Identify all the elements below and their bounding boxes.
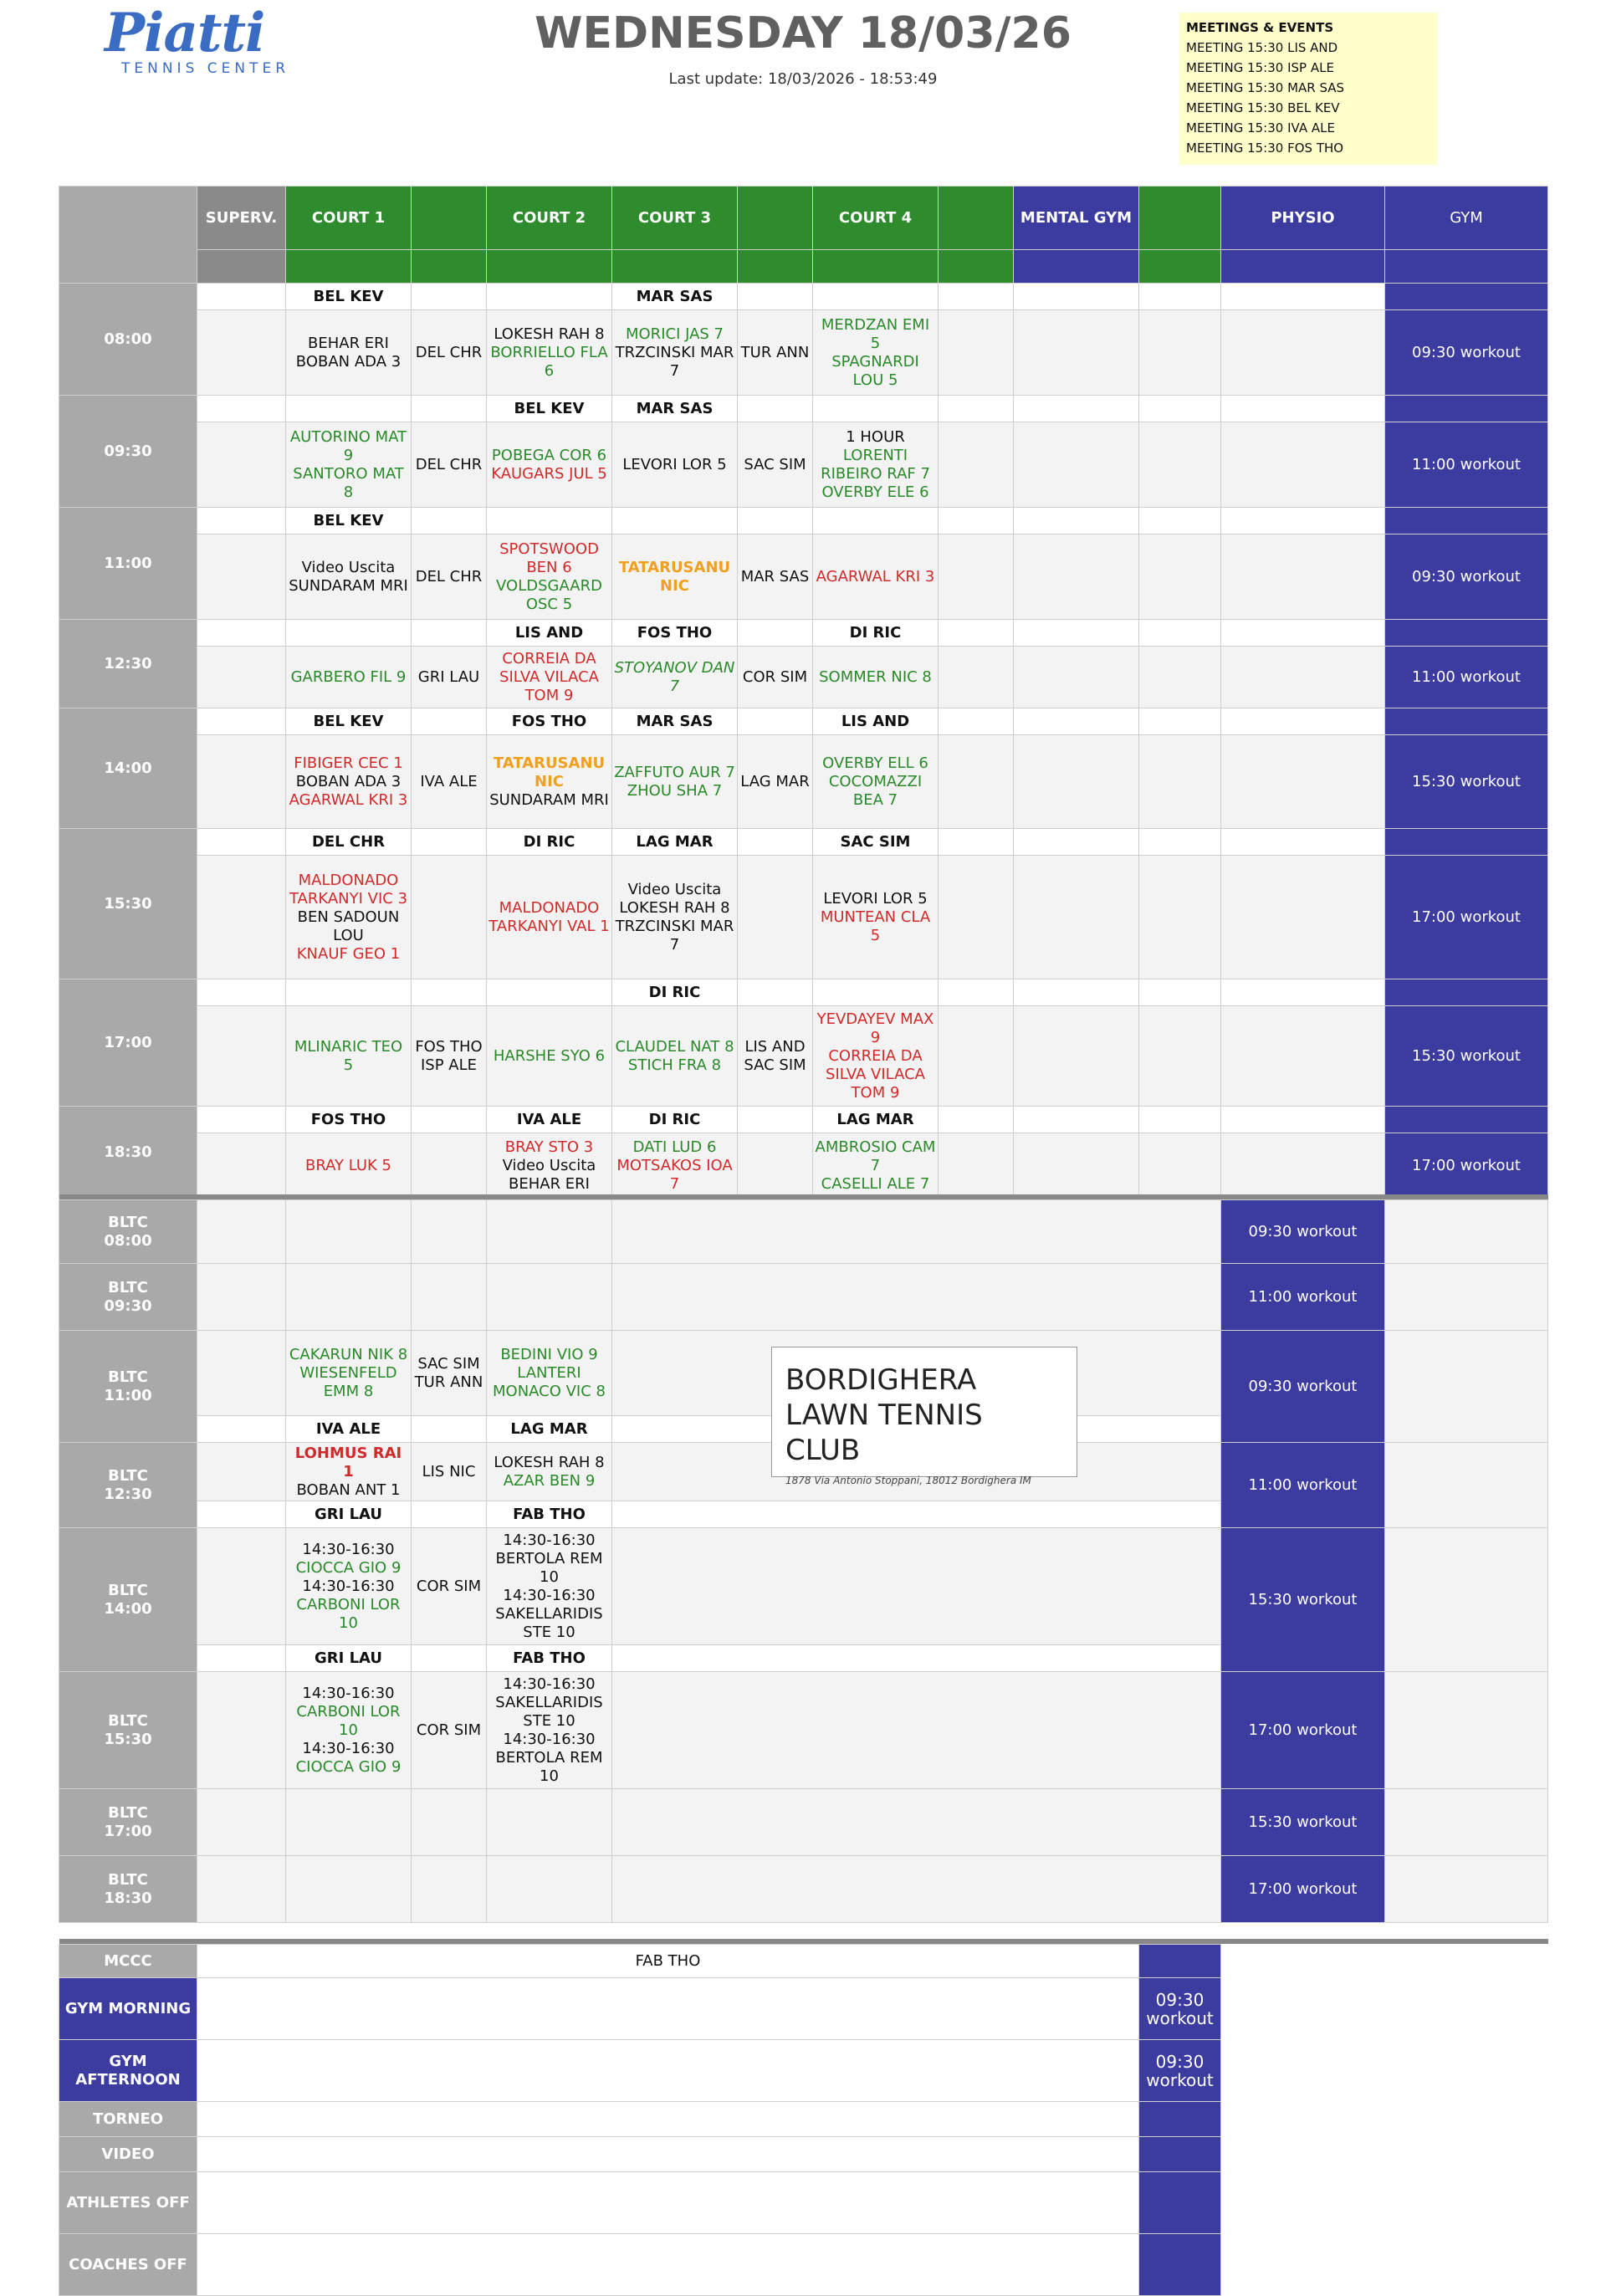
coach-cell: SAC SIM [813,829,939,856]
session-cell[interactable]: 1 HOUR LORENTI RIBEIRO RAF 7 OVERBY ELE 6 [813,422,939,508]
event-item: MEETING 15:30 MAR SAS [1186,80,1345,95]
gym-workout[interactable]: 11:00 workout [1385,647,1548,708]
session-cell[interactable]: FIBIGER CEC 1 BOBAN ADA 3 AGARWAL KRI 3 [286,735,412,829]
coach-side: COR SIM [412,1528,487,1645]
session-cell[interactable]: AUTORINO MAT 9 SANTORO MAT 8 [286,422,412,508]
session-cell[interactable]: LOHMUS RAI 1 BOBAN ANT 1 [286,1443,412,1501]
physio-workout[interactable]: 11:00 workout [1221,1264,1385,1331]
coach-cell: FOS THO [286,1107,412,1133]
coach-side: TUR ANN [738,310,813,396]
session-cell[interactable]: SPOTSWOOD BEN 6 VOLDSGAARD OSC 5 [487,534,612,620]
coach-cell: BEL KEV [286,708,412,735]
coach-cell: IVA ALE [487,1107,612,1133]
events-header: MEETINGS & EVENTS [1186,20,1334,35]
session-cell[interactable]: 14:30-16:30 CIOCCA GIO 9 14:30-16:30 CARBONI LOR 10 [286,1528,412,1645]
header-mental-gym: MENTAL GYM [1014,187,1139,250]
torneo-label: TORNEO [59,2102,197,2137]
session-cell[interactable]: BRAY STO 3 Video Uscita BEHAR ERI [487,1133,612,1199]
header-court-4: COURT 4 [813,187,939,250]
coach-cell: FOS THO [487,708,612,735]
bltc-time: BLTC 18:30 [59,1856,197,1923]
bltc-time: BLTC 14:00 [59,1528,197,1672]
coach-cell: LAG MAR [612,829,738,856]
video-label: VIDEO [59,2137,197,2172]
bltc-time: BLTC 11:00 [59,1331,197,1443]
coach-cell: FAB THO [487,1645,612,1672]
club-name: BORDIGHERA LAWN TENNIS CLUB [785,1363,983,1467]
session-cell[interactable]: CAKARUN NIK 8 WIESENFELD EMM 8 [286,1331,412,1416]
coaches-off-label: COACHES OFF [59,2234,197,2296]
coach-side: COR SIM [738,647,813,708]
session-cell[interactable]: MLINARIC TEO 5 [286,1006,412,1107]
time-slot: 18:30 [59,1107,197,1199]
session-cell[interactable]: MORICI JAS 7 TRZCINSKI MAR 7 [612,310,738,396]
header-superv: SUPERV. [197,187,286,250]
bltc-time: BLTC 08:00 [59,1200,197,1264]
session-cell[interactable]: TATARUSANU NIC SUNDARAM MRI [487,735,612,829]
session-cell[interactable]: BEHAR ERI BOBAN ADA 3 [286,310,412,396]
session-cell[interactable]: STOYANOV DAN 7 [612,647,738,708]
schedule-table [59,186,1548,1199]
bltc-table [59,1194,1548,1923]
session-cell[interactable]: CORREIA DA SILVA VILACA TOM 9 [487,647,612,708]
coach-side: LIS AND SAC SIM [738,1006,813,1107]
physio-workout[interactable]: 09:30 workout [1221,1200,1385,1264]
session-cell[interactable]: MALDONADO TARKANYI VIC 3 BEN SADOUN LOU KNAUF GEO 1 [286,856,412,979]
header-sub [197,250,286,284]
time-header [59,187,197,284]
session-cell[interactable]: CLAUDEL NAT 8 STICH FRA 8 [612,1006,738,1107]
coach-cell: DEL CHR [286,829,412,856]
event-item: MEETING 15:30 IVA ALE [1186,120,1335,136]
physio-workout[interactable]: 17:00 workout [1221,1856,1385,1923]
session-cell[interactable]: TATARUSANU NIC [612,534,738,620]
events-box [1179,13,1437,165]
session-cell[interactable]: AMBROSIO CAM 7 CASELLI ALE 7 [813,1133,939,1199]
coach-side: LAG MAR [738,735,813,829]
header-mental-side [1139,187,1221,250]
coach-side: GRI LAU [412,647,487,708]
coach-side: COR SIM [412,1672,487,1789]
session-cell[interactable]: LEVORI LOR 5 [612,422,738,508]
event-item: MEETING 15:30 FOS THO [1186,141,1344,156]
gym-morning-workout[interactable]: 09:30 workout [1139,1978,1221,2040]
header-court-4-side [939,187,1014,250]
logo-brand: Piatti [105,2,265,64]
coach-cell: MAR SAS [612,284,738,310]
header-court-3: COURT 3 [612,187,738,250]
coach-side: IVA ALE [412,735,487,829]
event-item: MEETING 15:30 BEL KEV [1186,100,1340,115]
physio-workout[interactable]: 09:30 workout [1221,1331,1385,1443]
event-item: MEETING 15:30 ISP ALE [1186,60,1334,75]
session-cell[interactable]: Video Uscita LOKESH RAH 8 TRZCINSKI MAR 7 [612,856,738,979]
time-slot: 11:00 [59,508,197,620]
club-address: 1878 Via Antonio Stoppani, 18012 Bordighera IM [785,1475,1031,1486]
coach-cell: GRI LAU [286,1501,412,1528]
session-cell[interactable]: GARBERO FIL 9 [286,647,412,708]
coach-side: DEL CHR [412,422,487,508]
coach-cell: BEL KEV [286,284,412,310]
time-slot: 15:30 [59,829,197,979]
coach-cell: MAR SAS [612,396,738,422]
session-cell[interactable]: 14:30-16:30 SAKELLARIDIS STE 10 14:30-16:30 BERTOLA REM 10 [487,1672,612,1789]
session-cell[interactable]: LOKESH RAH 8 BORRIELLO FLA 6 [487,310,612,396]
gym-workout[interactable]: 09:30 workout [1385,534,1548,620]
header-court-1: COURT 1 [286,187,412,250]
coach-cell: LAG MAR [813,1107,939,1133]
header-physio: PHYSIO [1221,187,1385,250]
club-info-box [771,1347,1077,1486]
session-cell[interactable]: YEVDAYEV MAX 9 CORREIA DA SILVA VILACA TOM 9 [813,1006,939,1107]
header-court-1-side [412,187,487,250]
coach-cell: LIS AND [813,708,939,735]
coach-side: SAC SIM [738,422,813,508]
mccc-value: FAB THO [197,1945,1139,1978]
session-cell[interactable]: LEVORI LOR 5 MUNTEAN CLA 5 [813,856,939,979]
gym-workout[interactable]: 11:00 workout [1385,422,1548,508]
gym-workout[interactable]: 15:30 workout [1385,1006,1548,1107]
coach-side: LIS NIC [412,1443,487,1501]
session-cell[interactable]: LOKESH RAH 8 AZAR BEN 9 [487,1443,612,1501]
bltc-time: BLTC 12:30 [59,1443,197,1528]
coach-cell: LAG MAR [487,1416,612,1443]
bltc-time: BLTC 15:30 [59,1672,197,1789]
gym-workout[interactable]: 17:00 workout [1385,856,1548,979]
header-court-3-side [738,187,813,250]
header-court-2: COURT 2 [487,187,612,250]
logo-subtitle: TENNIS CENTER [121,60,290,77]
gym-workout[interactable]: 09:30 workout [1385,310,1548,396]
coach-side: DEL CHR [412,534,487,620]
footer-table [59,1939,1548,2296]
session-cell[interactable]: SOMMER NIC 8 [813,647,939,708]
physio-workout[interactable]: 15:30 workout [1221,1528,1385,1672]
mccc-label: MCCC [59,1945,197,1978]
session-cell[interactable]: BEDINI VIO 9 LANTERI MONACO VIC 8 [487,1331,612,1416]
coach-cell: LIS AND [487,620,612,647]
gym-afternoon-workout[interactable]: 09:30 workout [1139,2040,1221,2102]
physio-workout[interactable]: 11:00 workout [1221,1443,1385,1528]
coach-cell: BEL KEV [286,508,412,534]
bltc-time: BLTC 17:00 [59,1789,197,1856]
coach-cell: FOS THO [612,620,738,647]
session-cell[interactable]: 14:30-16:30 CARBONI LOR 10 14:30-16:30 CIOCCA GIO 9 [286,1672,412,1789]
session-cell[interactable]: POBEGA COR 6 KAUGARS JUL 5 [487,422,612,508]
session-cell[interactable]: DATI LUD 6 MOTSAKOS IOA 7 [612,1133,738,1199]
piatti-logo [105,2,297,82]
physio-workout[interactable]: 15:30 workout [1221,1789,1385,1856]
session-cell[interactable]: 14:30-16:30 BERTOLA REM 10 14:30-16:30 SAKELLARIDIS STE 10 [487,1528,612,1645]
coach-cell: FAB THO [487,1501,612,1528]
header-gym: GYM [1385,187,1548,250]
last-update: Last update: 18/03/2026 - 18:53:49 [668,70,938,88]
session-cell[interactable]: MERDZAN EMI 5 SPAGNARDI LOU 5 [813,310,939,396]
session-cell[interactable]: HARSHE SYO 6 [487,1006,612,1107]
bltc-time: BLTC 09:30 [59,1264,197,1331]
time-slot: 09:30 [59,396,197,508]
session-cell[interactable]: Video Uscita SUNDARAM MRI [286,534,412,620]
gym-workout[interactable]: 15:30 workout [1385,735,1548,829]
gym-afternoon-label: GYM AFTERNOON [59,2040,197,2102]
coach-cell: DI RIC [813,620,939,647]
time-slot: 14:00 [59,708,197,829]
coach-cell: DI RIC [487,829,612,856]
coach-cell: GRI LAU [286,1645,412,1672]
time-slot: 12:30 [59,620,197,708]
coach-cell: DI RIC [612,1107,738,1133]
time-slot: 17:00 [59,979,197,1107]
event-item: MEETING 15:30 LIS AND [1186,40,1338,55]
coach-side: FOS THO ISP ALE [412,1006,487,1107]
gym-morning-label: GYM MORNING [59,1978,197,2040]
page-title: WEDNESDAY 18/03/26 [534,8,1072,59]
athletes-off-label: ATHLETES OFF [59,2172,197,2234]
coach-side: MAR SAS [738,534,813,620]
coach-side: SAC SIM TUR ANN [412,1331,487,1416]
coach-cell: MAR SAS [612,708,738,735]
session-cell[interactable]: ZAFFUTO AUR 7 ZHOU SHA 7 [612,735,738,829]
session-cell[interactable]: AGARWAL KRI 3 [813,534,939,620]
session-cell[interactable]: MALDONADO TARKANYI VAL 1 [487,856,612,979]
coach-cell: DI RIC [612,979,738,1006]
coach-cell: IVA ALE [286,1416,412,1443]
time-slot: 08:00 [59,284,197,396]
gym-workout[interactable]: 17:00 workout [1385,1133,1548,1199]
physio-workout[interactable]: 17:00 workout [1221,1672,1385,1789]
coach-cell: BEL KEV [487,396,612,422]
session-cell[interactable]: OVERBY ELL 6 COCOMAZZI BEA 7 [813,735,939,829]
coach-side: DEL CHR [412,310,487,396]
session-cell[interactable]: BRAY LUK 5 [286,1133,412,1199]
